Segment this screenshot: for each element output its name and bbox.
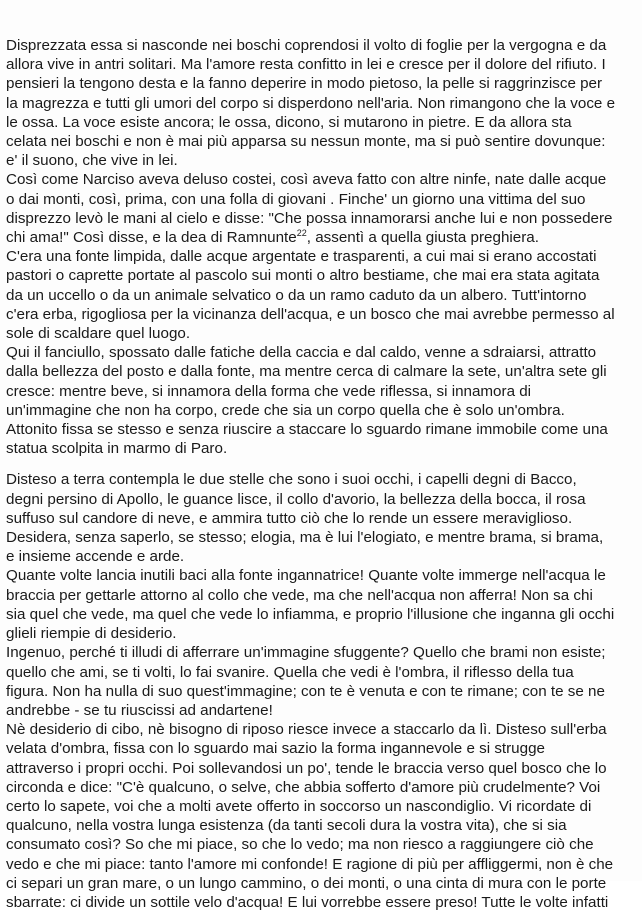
footnote-marker: 22 (296, 227, 307, 238)
paragraph-kisses: Quante volte lancia inutili baci alla fonte ingannatrice! Quante volte immerge nell'acqua le braccia per gettarle attorno al collo che vede, ma che nell'acqua non afferra! Non sa chi sia quel che vede, ma quel che vede lo infiamma, e proprio l'illusione che inganna gli occhi glieli riempie di desiderio. (6, 567, 615, 643)
paragraph-spring-description: C'era una fonte limpida, dalle acque argentate e trasparenti, a cui mai si erano accostati pastori o caprette portate al pascolo sui monti o altro bestiame, che mai era stata agitata da un uccello o da un animale selvatico o da un ramo caduto da un albero. Tutt'intorno c'era erba, rigogliosa per la vicinanza dell'acqua, e un bosco che mai avrebbe permesso al sole di scaldare quel luogo. (6, 248, 615, 343)
paragraph-echo-hides: Disprezzata essa si nasconde nei boschi coprendosi il volto di foglie per la vergogna e da allora vive in antri solitari. Ma l'amore resta confitto in lei e cresce per il dolore del rifiuto. I pensieri la tengono desta e la fanno deperire in modo pietoso, la pelle si raggrinzisce per la magrezza e tutti gli umori del corpo si disperdono nell'aria. Non rimangono che la voce e le ossa. La voce esiste ancora; le ossa, dicono, si mutarono in pietre. E da allora sta celata nei boschi e non è mai più apparsa su nessun monte, ma si può sentire dovunque: e' il suono, che vive in lei. (6, 37, 616, 170)
paragraph-lament: Nè desiderio di cibo, nè bisogno di riposo riesce invece a staccarlo da lì. Disteso sull'erba velata d'ombra, fissa con lo sguardo mai sazio la forma ingannevole e si strugge attraverso i propri occhi. Poi sollevandosi un po', tende le braccia verso quel bosco che lo circonda e dice: "C'è qualcuno, o selve, che abbia sofferto d'amore più crudelmente? Voi certo lo sapete, voi che a molti avete offerto in soccorso un nascondiglio. Vi ricordate di qualcuno, nella vostra lunga esistenza (da tanti secoli dura la vostra vita), che si sia consumato così? So che mi piace, so che lo vedo; ma non riesco a raggiungere ciò che vedo e che mi piace: tanto l'amore mi confonde! E ragione di più per affliggermi, non è che ci separi un gran mare, o un lungo cammino, o dei monti, o una cinta di mura con le porte sbarrate: ci divide un sottile velo d'acqua! E lui vorrebbe essere preso! Tutte le volte infatti (6, 721, 614, 911)
paragraph-nemesis-text-end: , assentì a quella giusta preghiera. (306, 229, 539, 247)
paragraph-narcissus-arrives: Qui il fanciullo, spossato dalle fatiche della caccia e dal caldo, venne a sdraiarsi, attratto dalla bellezza del posto e dalla fonte, ma mentre cerca di calmare la sete, un'altra sete gli cresce: mentre beve, si innamora della forma che vede riflessa, si innamora di un'immagine che non ha corpo, crede che sia un corpo quella che è solo un'ombra. Attonito fissa se stesso e senza riuscire a staccare lo sguardo rimane immobile come una statua scolpita in marmo di Paro. (6, 344, 608, 458)
paragraph-illusion: Ingenuo, perché ti illudi di afferrare un'immagine sfuggente? Quello che brami non esiste; quello che ami, se ti volti, lo fai svanire. Quella che vedi è l'ombra, il riflesso della tua figura. Non ha nulla di suo quest'immagine; con te è venuta e con te rimane; con te se ne andrebbe - se tu riuscissi ad andartene! (6, 644, 606, 719)
paragraph-nemesis-text: Così come Narciso aveva deluso costei, così aveva fatto con altre ninfe, nate dalle acque o dai monti, così, prima, con una folla di giovani . Finche' un giorno una vittima del suo disprezzo levò le mani al cielo e disse: "Che possa innamorarsi anche lui e non possedere chi ama!" Così disse, e la dea di Ramnunte (6, 171, 613, 247)
paragraph-contemplation: Disteso a terra contempla le due stelle che sono i suoi occhi, i capelli degni di Bacco, degni persino di Apollo, le guance lisce, il collo d'avorio, la bellezza della bocca, il rosa suffuso sul candore di neve, e ammira tutto ciò che lo rende un essere meraviglioso. Desidera, senza saperlo, se stesso; elogia, ma è lui l'elogiato, e mentre brama, si brama, e insieme accende e arde. (6, 471, 604, 566)
document-body (6, 36, 626, 912)
paragraph-nemesis-prayer (6, 170, 626, 247)
